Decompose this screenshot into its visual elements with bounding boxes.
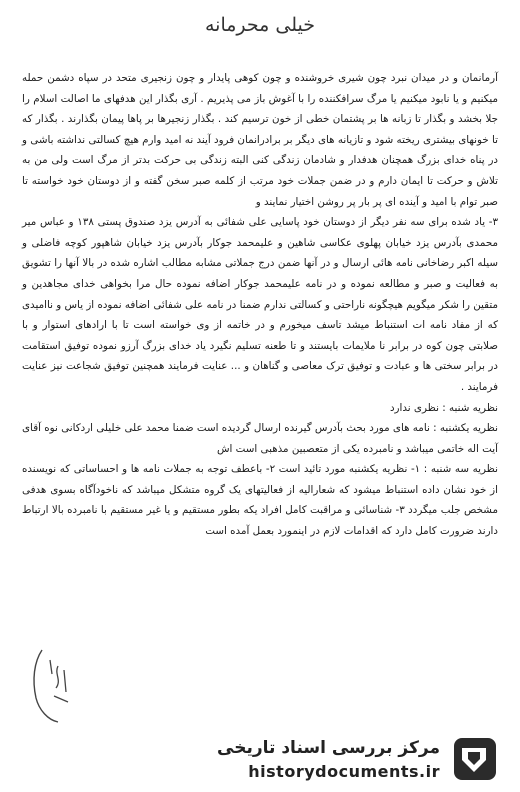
paragraph-tuesday-opinion: نظریه سه شنبه : ۱- نظریه یکشنبه مورد تائید است ۲- باعطف توجه به جملات نامه ها و احساساتی که نویسنده از خود نشان داده استنباط میشود که شعارالیه از فعالیتهای یک گروه متشکل میباشد که ناخودآگاه بسوی هدفی مشخص جلب میگردد ۳- شناسائی و مراقبت کامل افراد یکه بطور مستقیم و یا غیر مستقیم با نامبرده بالا ارتباط دارند ضرورت کامل دارد که اقدامات لازم در اینمورد بعمل آمده است — [22, 463, 498, 538]
paragraph-saturday-opinion: نظریه شنبه : نظری ندارد — [389, 401, 498, 414]
footer-watermark — [0, 728, 520, 792]
org-name: مرکز بررسی اسناد تاریخی — [217, 738, 440, 758]
archive-logo-icon — [452, 736, 498, 782]
paragraph-2: ۳- یاد شده برای سه نفر دیگر از دوستان خود پاسایی علی شفائی به آدرس یزد صندوق پستی ۱۳۸ و عباس میر محمدی بآدرس یزد خیابان پهلوی عکاسی شاهین و علیمحمد جوکار بآدرس یزد خیابان شاهپور کوچه فاضلی و سیله اکبر رضاخانی نامه هائی ارسال و در آنها ضمن درج جملاتی مشابه مطالب اشاره شده در بالا آنها را تشویق به فعالیت و صبر و مطالعه نموده و در نامه علیمحمد جوکار اضافه نموده حال مرا بخواهی خدای مجاهدین و متقین را شکر میگویم هیچگونه ناراحتی و کسالتی ندارم ضمنا در نامه علی شفائی اضافه نموده از یاس و ناامیدی که از مفاد نامه ات استنباط میشد تاسف میخورم و در خاتمه از وی خواسته است تا با ارادهای استوار و با صلابتی چون کوه در برابر نا ملایمات بایستند و تا طعنه تسلیم نگیرد یاد خدای بزرگ آرزو نموده توفیق استقامت در برابر سختی ها و عبادت و توفیق ترک معاصی و گناهان و ... عنایت فرمایند همچنین توفیق شجاعت نیز عنایت فرمایند . — [22, 216, 498, 393]
handwritten-signature — [24, 640, 84, 730]
org-url: historydocuments.ir — [248, 762, 440, 781]
document-title: خیلی محرمانه — [204, 14, 315, 36]
paragraph-sunday-opinion: نظریه یکشنبه : نامه های مورد بحث بآدرس گیرنده ارسال گردیده است ضمنا محمد علی خلیلی اردکانی نوه آقای آیت اله خاتمی میباشد و نامبرده یکی از متعصبین مذهبی است اش — [22, 422, 498, 455]
paragraph-1: آرمانمان و در میدان نبرد چون شیری خروشنده و چون کوهی پایدار و چون زنجیری متحد در سپاه دشمن حمله میکنیم و یا نابود میکنیم یا مرگ سرافکننده را با آغوش باز می پذیریم . آری بگذار این هدفهای ما اصالت اسلام را جلا بخشد و بگذار تا زبانه ها بر پشتمان خطی از خون ترسیم کند . بگذار زنجیرها بر پاها پیمان بگذارند . بگذار که تا خونهای بیشتری ریخته شود و تازیانه های دیگر بر برادرانمان فرود آیند نه امید وارم هیچ کسالتی نداشته باشی و در پناه خدای بزرگ همچنان هدفدار و شادمان زندگی کنی البته زندگی بی حرکت بدتر از مرگ است ولی من به تلاش و حرکت تا ایمان دارم و در ضمن جملات خود مرتب از کلمه صبر سخن گفته و از دوستان خود خواسته تا صبر توام با امید و آینده ای پر بار پر روشن اختیار نمایند و — [22, 72, 498, 208]
document-body — [22, 68, 498, 542]
